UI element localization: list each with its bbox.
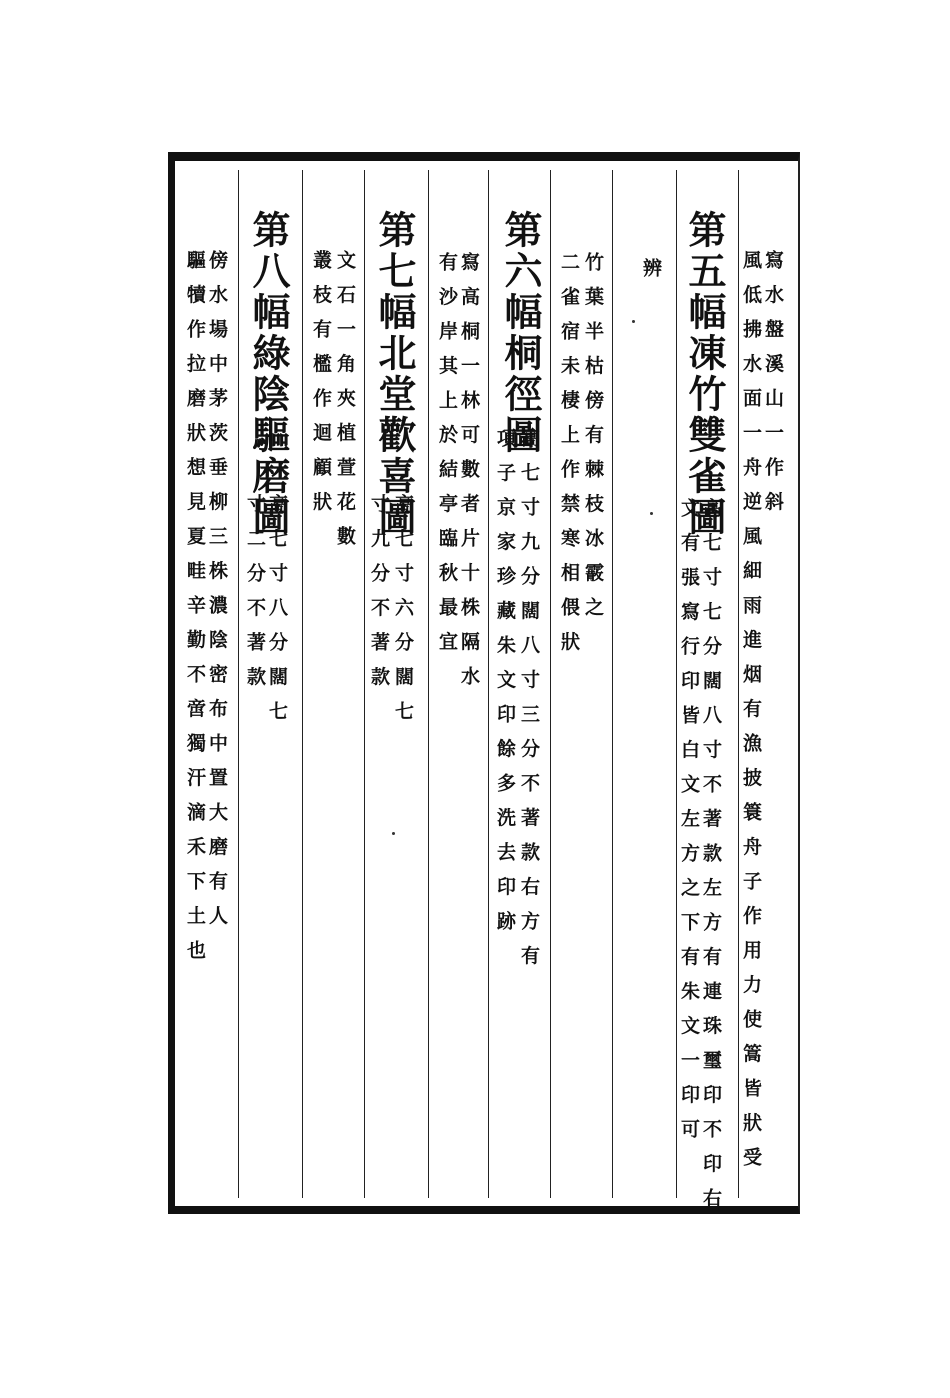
column-rule bbox=[238, 170, 239, 1198]
col10-line-b: 傍水場中茅茨垂柳三株濃陰密布中置大磨有人 bbox=[206, 250, 228, 940]
col9-line-a: 寸二分不著款 bbox=[244, 494, 266, 701]
col4-line-b: 竹葉半枯傍有棘枝冰霰之 bbox=[582, 252, 604, 632]
col10-line-a: 驅犢作拉磨狀想見夏畦辛勤不啻獨汗滴禾下土也 bbox=[184, 250, 206, 975]
col7-line-b: 高七寸六分闊七 bbox=[392, 494, 414, 736]
col8-line-a: 叢枝有檻作迴顧狀 bbox=[310, 250, 332, 526]
column-rule bbox=[302, 170, 303, 1198]
column-rule bbox=[738, 170, 739, 1198]
col1-line-left: 風低拂水面一舟逆風細雨進烟有漁披簑舟子作用力使篙皆狀受 bbox=[740, 250, 762, 1182]
col2-title: 第五幅凍竹雙雀圖 bbox=[682, 210, 727, 538]
col9-title: 第八幅綠陰驅磨圖 bbox=[246, 210, 291, 538]
col6-line-b: 寫高桐一林可數者片十株隔水 bbox=[458, 252, 480, 701]
column-rule bbox=[676, 170, 677, 1198]
col8-line-b: 文石一角夾植萱花數 bbox=[334, 250, 356, 561]
col2-line-a: 文有張寫行印皆白文左方之下有朱文一印可 bbox=[678, 498, 700, 1154]
col5-title: 第六幅桐徑圖 bbox=[498, 210, 543, 456]
col2-line-b: 高七寸七分闊八寸不著款左方有連珠璽印不印右 bbox=[700, 498, 722, 1223]
column-rule bbox=[428, 170, 429, 1198]
col3-text: 辨 bbox=[640, 258, 662, 293]
column-rule bbox=[488, 170, 489, 1198]
col5-line-b: 高七寸九分闊八寸三分不著款右方有 bbox=[518, 428, 540, 980]
column-rule bbox=[364, 170, 365, 1198]
ink-speck bbox=[392, 832, 395, 835]
column-rule bbox=[550, 170, 551, 1198]
col7-title: 第七幅北堂歡喜圖 bbox=[372, 210, 417, 538]
col6-line-a: 有沙岸其上於結亭臨秋最宜 bbox=[436, 252, 458, 666]
col9-line-b: 高七寸八分闊七 bbox=[266, 494, 288, 736]
col7-line-a: 寸九分不著款 bbox=[368, 494, 390, 701]
column-rule bbox=[612, 170, 613, 1198]
ink-speck bbox=[650, 512, 653, 515]
ink-speck bbox=[632, 320, 635, 323]
col4-line-a: 二雀宿未棲上作禁寒相偎狀 bbox=[558, 252, 580, 666]
col5-line-a: 項子京家珍藏朱文印餘多洗去印跡 bbox=[494, 428, 516, 946]
col1-line-right: 寫水盤溪山一作斜 bbox=[762, 250, 784, 526]
